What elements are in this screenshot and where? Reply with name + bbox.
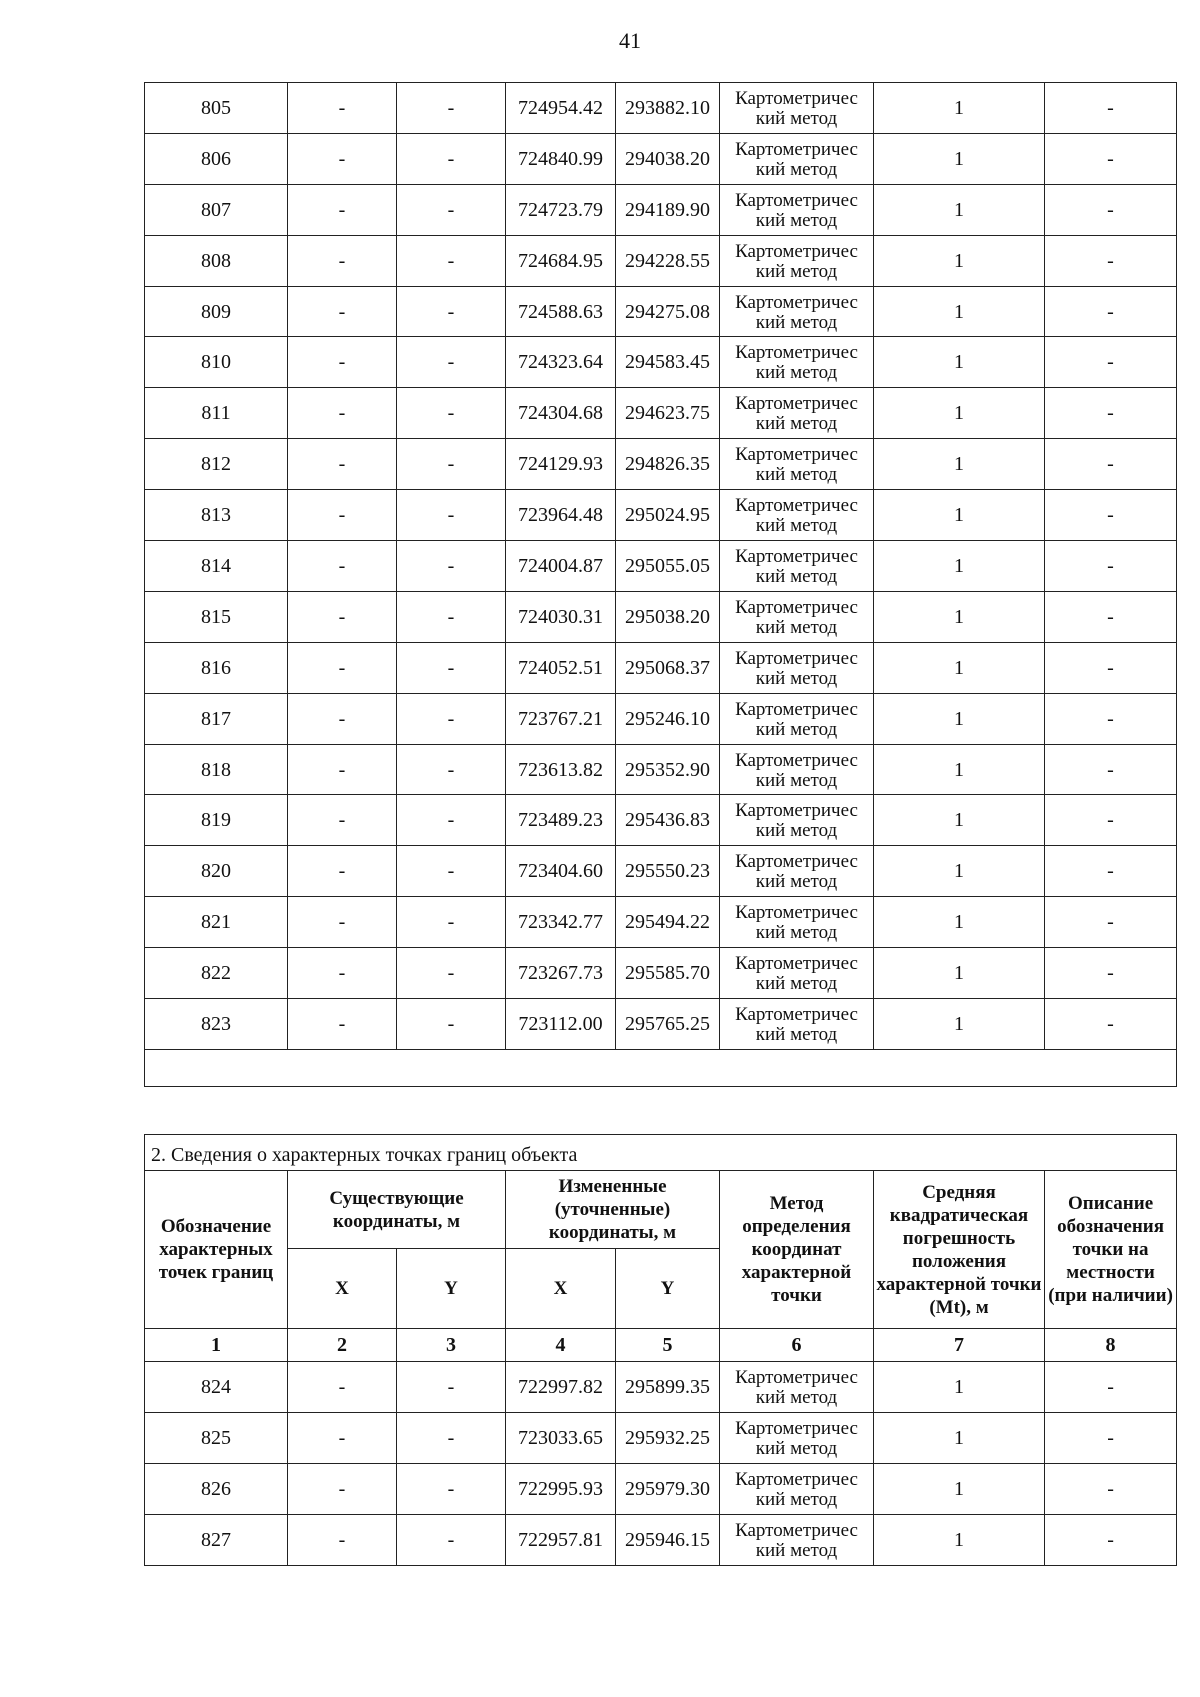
point-description-cell: - — [1045, 439, 1177, 490]
method-cell — [720, 439, 874, 490]
point-description-cell: - — [1045, 1362, 1177, 1413]
method-text-line-1: Картометричес — [735, 953, 858, 975]
point-description-cell: - — [1045, 83, 1177, 134]
point-description-cell: - — [1045, 642, 1177, 693]
changed-x-cell: 723613.82 — [506, 744, 616, 795]
method-text-line-1: Картометричес — [735, 851, 858, 873]
existing-x-cell: - — [288, 1413, 397, 1464]
changed-y-cell: 295899.35 — [616, 1362, 720, 1413]
method-cell — [720, 846, 874, 897]
changed-x-cell: 723964.48 — [506, 490, 616, 541]
method-text-line-2: кий метод — [755, 1489, 838, 1510]
existing-y-cell: - — [397, 235, 506, 286]
method-text-line-2: кий метод — [755, 158, 838, 180]
table-row — [145, 133, 1177, 184]
mean-square-error-cell: 1 — [874, 591, 1045, 642]
header-row-1 — [145, 1171, 1177, 1249]
table-row — [145, 184, 1177, 235]
changed-x-cell: 724129.93 — [506, 439, 616, 490]
method-text-line-2: кий метод — [755, 1023, 838, 1045]
table-row — [145, 1515, 1177, 1566]
existing-y-cell: - — [397, 795, 506, 846]
changed-x-cell: 724004.87 — [506, 541, 616, 592]
mean-square-error-cell: 1 — [874, 388, 1045, 439]
changed-y-cell: 294623.75 — [616, 388, 720, 439]
method-text-line-2: кий метод — [755, 922, 838, 944]
table-row — [145, 693, 1177, 744]
mean-square-error-cell: 1 — [874, 1362, 1045, 1413]
table-row — [145, 642, 1177, 693]
method-text-line-2: кий метод — [755, 515, 838, 537]
method-text-line-2: кий метод — [755, 464, 838, 486]
method-text-line-2: кий метод — [755, 413, 838, 435]
point-description-cell: - — [1045, 999, 1177, 1050]
method-text-line-2: кий метод — [755, 616, 838, 638]
point-number-cell: 815 — [145, 591, 288, 642]
changed-y-cell: 294826.35 — [616, 439, 720, 490]
table-row — [145, 999, 1177, 1050]
method-text-line-2: кий метод — [755, 718, 838, 740]
empty-cell — [145, 1049, 1177, 1086]
existing-x-cell: - — [288, 286, 397, 337]
existing-y-cell: - — [397, 1362, 506, 1413]
mean-square-error-cell: 1 — [874, 133, 1045, 184]
method-text-line-2: кий метод — [755, 362, 838, 384]
method-cell — [720, 1515, 874, 1566]
table-row — [145, 1362, 1177, 1413]
table-row — [145, 948, 1177, 999]
method-text-line-1: Картометричес — [735, 87, 858, 109]
point-description-cell: - — [1045, 693, 1177, 744]
method-text-line-2: кий метод — [755, 209, 838, 231]
mean-square-error-cell: 1 — [874, 846, 1045, 897]
method-text-line-1: Картометричес — [735, 800, 858, 822]
mean-square-error-cell: 1 — [874, 999, 1045, 1050]
existing-x-cell: - — [288, 642, 397, 693]
changed-y-cell: 295946.15 — [616, 1515, 720, 1566]
existing-x-cell: - — [288, 1362, 397, 1413]
point-number-cell: 816 — [145, 642, 288, 693]
table-row — [145, 897, 1177, 948]
method-text-line-1: Картометричес — [735, 596, 858, 618]
method-cell — [720, 1413, 874, 1464]
table-row — [145, 286, 1177, 337]
mean-square-error-cell: 1 — [874, 1464, 1045, 1515]
page-number: 41 — [619, 28, 641, 53]
existing-y-cell: - — [397, 83, 506, 134]
point-number-cell: 810 — [145, 337, 288, 388]
header-changed-coordinates: Измененные (уточненные) координаты, м — [506, 1171, 720, 1249]
column-number-row — [145, 1329, 1177, 1362]
changed-y-cell: 295436.83 — [616, 795, 720, 846]
point-number-cell: 819 — [145, 795, 288, 846]
existing-x-cell: - — [288, 490, 397, 541]
method-text-line-1: Картометричес — [735, 342, 858, 364]
existing-x-cell: - — [288, 184, 397, 235]
point-number-cell: 812 — [145, 439, 288, 490]
existing-y-cell: - — [397, 693, 506, 744]
existing-x-cell: - — [288, 744, 397, 795]
column-number: 4 — [506, 1329, 616, 1362]
method-cell — [720, 693, 874, 744]
header-point-description: Описание обозначения точки на местности (при наличии) — [1045, 1171, 1177, 1329]
column-number: 5 — [616, 1329, 720, 1362]
point-number-cell: 806 — [145, 133, 288, 184]
changed-y-cell: 295494.22 — [616, 897, 720, 948]
table2-body — [145, 1362, 1177, 1566]
method-text-line-1: Картометричес — [735, 138, 858, 160]
point-number-cell: 826 — [145, 1464, 288, 1515]
changed-x-cell: 724588.63 — [506, 286, 616, 337]
table-row — [145, 337, 1177, 388]
header-changed-y: Y — [616, 1249, 720, 1329]
table-row — [145, 1413, 1177, 1464]
point-number-cell: 824 — [145, 1362, 288, 1413]
method-cell — [720, 337, 874, 388]
point-description-cell: - — [1045, 897, 1177, 948]
point-number-cell: 814 — [145, 541, 288, 592]
method-text-line-2: кий метод — [755, 1438, 838, 1459]
changed-y-cell: 295550.23 — [616, 846, 720, 897]
existing-x-cell: - — [288, 541, 397, 592]
method-text-line-1: Картометричес — [735, 545, 858, 567]
header-mean-square-error: Средняя квадратическая погрешность положения характерной точки (Mt), м — [874, 1171, 1045, 1329]
changed-y-cell: 295585.70 — [616, 948, 720, 999]
existing-y-cell: - — [397, 1413, 506, 1464]
existing-y-cell: - — [397, 286, 506, 337]
changed-y-cell: 295932.25 — [616, 1413, 720, 1464]
existing-y-cell: - — [397, 999, 506, 1050]
existing-x-cell: - — [288, 1464, 397, 1515]
existing-x-cell: - — [288, 897, 397, 948]
point-description-cell: - — [1045, 1464, 1177, 1515]
changed-x-cell: 723342.77 — [506, 897, 616, 948]
method-cell — [720, 490, 874, 541]
header-existing-coordinates: Существующие координаты, м — [288, 1171, 506, 1249]
method-text-line-2: кий метод — [755, 107, 838, 129]
method-text-line-1: Картометричес — [735, 1520, 858, 1541]
method-text-line-1: Картометричес — [735, 1367, 858, 1388]
point-number-cell: 818 — [145, 744, 288, 795]
coordinates-table-continued — [144, 82, 1177, 1087]
changed-y-cell: 295038.20 — [616, 591, 720, 642]
existing-y-cell: - — [397, 1464, 506, 1515]
table-row — [145, 846, 1177, 897]
existing-x-cell: - — [288, 693, 397, 744]
method-cell — [720, 999, 874, 1050]
column-number: 7 — [874, 1329, 1045, 1362]
existing-y-cell: - — [397, 591, 506, 642]
point-number-cell: 805 — [145, 83, 288, 134]
point-description-cell: - — [1045, 744, 1177, 795]
section-title: 2. Сведения о характерных точках границ объекта — [145, 1135, 1177, 1171]
method-text-line-2: кий метод — [755, 769, 838, 791]
existing-y-cell: - — [397, 1515, 506, 1566]
changed-x-cell: 722995.93 — [506, 1464, 616, 1515]
mean-square-error-cell: 1 — [874, 184, 1045, 235]
point-description-cell: - — [1045, 1413, 1177, 1464]
changed-x-cell: 723033.65 — [506, 1413, 616, 1464]
method-text-line-1: Картометричес — [735, 749, 858, 771]
mean-square-error-cell: 1 — [874, 795, 1045, 846]
changed-x-cell: 724723.79 — [506, 184, 616, 235]
existing-y-cell: - — [397, 897, 506, 948]
changed-y-cell: 295979.30 — [616, 1464, 720, 1515]
header-method: Метод определения координат характерной точки — [720, 1171, 874, 1329]
changed-x-cell: 723112.00 — [506, 999, 616, 1050]
point-number-cell: 808 — [145, 235, 288, 286]
existing-x-cell: - — [288, 133, 397, 184]
point-description-cell: - — [1045, 235, 1177, 286]
changed-x-cell: 723267.73 — [506, 948, 616, 999]
mean-square-error-cell: 1 — [874, 83, 1045, 134]
method-cell — [720, 235, 874, 286]
method-cell — [720, 795, 874, 846]
method-cell — [720, 642, 874, 693]
existing-x-cell: - — [288, 1515, 397, 1566]
method-text-line-1: Картометричес — [735, 647, 858, 669]
method-text-line-1: Картометричес — [735, 1003, 858, 1025]
existing-y-cell: - — [397, 337, 506, 388]
changed-y-cell: 295055.05 — [616, 541, 720, 592]
existing-x-cell: - — [288, 846, 397, 897]
header-changed-x: X — [506, 1249, 616, 1329]
changed-x-cell: 723767.21 — [506, 693, 616, 744]
changed-y-cell: 294583.45 — [616, 337, 720, 388]
changed-y-cell: 295765.25 — [616, 999, 720, 1050]
point-number-cell: 807 — [145, 184, 288, 235]
table-row — [145, 795, 1177, 846]
method-cell — [720, 1464, 874, 1515]
table-row — [145, 490, 1177, 541]
mean-square-error-cell: 1 — [874, 337, 1045, 388]
changed-y-cell: 295352.90 — [616, 744, 720, 795]
header-existing-y: Y — [397, 1249, 506, 1329]
method-cell — [720, 541, 874, 592]
existing-y-cell: - — [397, 388, 506, 439]
method-cell — [720, 1362, 874, 1413]
changed-x-cell: 724030.31 — [506, 591, 616, 642]
mean-square-error-cell: 1 — [874, 1515, 1045, 1566]
table-row — [145, 541, 1177, 592]
method-cell — [720, 133, 874, 184]
changed-y-cell: 295024.95 — [616, 490, 720, 541]
point-description-cell: - — [1045, 490, 1177, 541]
table-row — [145, 83, 1177, 134]
table-row — [145, 744, 1177, 795]
changed-x-cell: 723489.23 — [506, 795, 616, 846]
point-description-cell: - — [1045, 846, 1177, 897]
changed-y-cell: 293882.10 — [616, 83, 720, 134]
mean-square-error-cell: 1 — [874, 642, 1045, 693]
changed-x-cell: 722997.82 — [506, 1362, 616, 1413]
method-cell — [720, 897, 874, 948]
changed-x-cell: 724954.42 — [506, 83, 616, 134]
table1-body — [145, 83, 1177, 1087]
existing-x-cell: - — [288, 235, 397, 286]
mean-square-error-cell: 1 — [874, 541, 1045, 592]
existing-x-cell: - — [288, 439, 397, 490]
existing-y-cell: - — [397, 490, 506, 541]
existing-y-cell: - — [397, 948, 506, 999]
table-row — [145, 1464, 1177, 1515]
mean-square-error-cell: 1 — [874, 235, 1045, 286]
changed-y-cell: 294189.90 — [616, 184, 720, 235]
method-text-line-2: кий метод — [755, 1540, 838, 1561]
mean-square-error-cell: 1 — [874, 744, 1045, 795]
existing-x-cell: - — [288, 999, 397, 1050]
method-text-line-1: Картометричес — [735, 1418, 858, 1439]
point-description-cell: - — [1045, 795, 1177, 846]
point-number-cell: 825 — [145, 1413, 288, 1464]
method-text-line-2: кий метод — [755, 565, 838, 587]
table-row — [145, 235, 1177, 286]
column-number: 3 — [397, 1329, 506, 1362]
column-number: 1 — [145, 1329, 288, 1362]
existing-x-cell: - — [288, 591, 397, 642]
changed-y-cell: 295068.37 — [616, 642, 720, 693]
mean-square-error-cell: 1 — [874, 948, 1045, 999]
changed-x-cell: 724304.68 — [506, 388, 616, 439]
mean-square-error-cell: 1 — [874, 286, 1045, 337]
point-number-cell: 817 — [145, 693, 288, 744]
method-text-line-2: кий метод — [755, 973, 838, 995]
method-text-line-1: Картометричес — [735, 240, 858, 262]
method-cell — [720, 948, 874, 999]
point-description-cell: - — [1045, 1515, 1177, 1566]
method-text-line-1: Картометричес — [735, 444, 858, 466]
existing-x-cell: - — [288, 948, 397, 999]
changed-y-cell: 295246.10 — [616, 693, 720, 744]
changed-x-cell: 722957.81 — [506, 1515, 616, 1566]
method-text-line-1: Картометричес — [735, 495, 858, 517]
point-number-cell: 813 — [145, 490, 288, 541]
point-number-cell: 822 — [145, 948, 288, 999]
method-cell — [720, 184, 874, 235]
characteristic-points-table — [144, 1134, 1177, 1566]
method-cell — [720, 83, 874, 134]
method-text-line-1: Картометричес — [735, 698, 858, 720]
mean-square-error-cell: 1 — [874, 439, 1045, 490]
point-description-cell: - — [1045, 337, 1177, 388]
point-description-cell: - — [1045, 286, 1177, 337]
section-title-row — [145, 1135, 1177, 1171]
method-text-line-1: Картометричес — [735, 902, 858, 924]
method-cell — [720, 388, 874, 439]
existing-y-cell: - — [397, 133, 506, 184]
existing-y-cell: - — [397, 846, 506, 897]
point-number-cell: 821 — [145, 897, 288, 948]
point-number-cell: 811 — [145, 388, 288, 439]
method-text-line-1: Картометричес — [735, 291, 858, 313]
point-number-cell: 809 — [145, 286, 288, 337]
table-row — [145, 388, 1177, 439]
method-text-line-1: Картометричес — [735, 1469, 858, 1490]
existing-y-cell: - — [397, 439, 506, 490]
changed-y-cell: 294228.55 — [616, 235, 720, 286]
changed-x-cell: 724840.99 — [506, 133, 616, 184]
table1-empty-row — [145, 1049, 1177, 1086]
point-description-cell: - — [1045, 388, 1177, 439]
method-text-line-1: Картометричес — [735, 393, 858, 415]
point-number-cell: 820 — [145, 846, 288, 897]
method-text-line-2: кий метод — [755, 1387, 838, 1408]
changed-x-cell: 724323.64 — [506, 337, 616, 388]
mean-square-error-cell: 1 — [874, 897, 1045, 948]
column-number: 8 — [1045, 1329, 1177, 1362]
point-number-cell: 823 — [145, 999, 288, 1050]
existing-y-cell: - — [397, 541, 506, 592]
existing-y-cell: - — [397, 642, 506, 693]
method-text-line-2: кий метод — [755, 311, 838, 333]
mean-square-error-cell: 1 — [874, 1413, 1045, 1464]
point-description-cell: - — [1045, 541, 1177, 592]
point-description-cell: - — [1045, 948, 1177, 999]
changed-x-cell: 724052.51 — [506, 642, 616, 693]
header-point-designation: Обозначение характерных точек границ — [145, 1171, 288, 1329]
method-text-line-2: кий метод — [755, 871, 838, 893]
method-cell — [720, 286, 874, 337]
point-description-cell: - — [1045, 133, 1177, 184]
mean-square-error-cell: 1 — [874, 693, 1045, 744]
changed-y-cell: 294275.08 — [616, 286, 720, 337]
point-description-cell: - — [1045, 591, 1177, 642]
table-row — [145, 439, 1177, 490]
table-row — [145, 591, 1177, 642]
existing-x-cell: - — [288, 795, 397, 846]
changed-x-cell: 723404.60 — [506, 846, 616, 897]
method-text-line-2: кий метод — [755, 667, 838, 689]
existing-x-cell: - — [288, 337, 397, 388]
existing-y-cell: - — [397, 184, 506, 235]
existing-x-cell: - — [288, 83, 397, 134]
method-text-line-1: Картометричес — [735, 189, 858, 211]
method-cell — [720, 591, 874, 642]
changed-x-cell: 724684.95 — [506, 235, 616, 286]
existing-y-cell: - — [397, 744, 506, 795]
existing-x-cell: - — [288, 388, 397, 439]
column-number: 2 — [288, 1329, 397, 1362]
method-text-line-2: кий метод — [755, 820, 838, 842]
column-number: 6 — [720, 1329, 874, 1362]
method-text-line-2: кий метод — [755, 260, 838, 282]
point-number-cell: 827 — [145, 1515, 288, 1566]
changed-y-cell: 294038.20 — [616, 133, 720, 184]
point-description-cell: - — [1045, 184, 1177, 235]
header-existing-x: X — [288, 1249, 397, 1329]
method-cell — [720, 744, 874, 795]
mean-square-error-cell: 1 — [874, 490, 1045, 541]
